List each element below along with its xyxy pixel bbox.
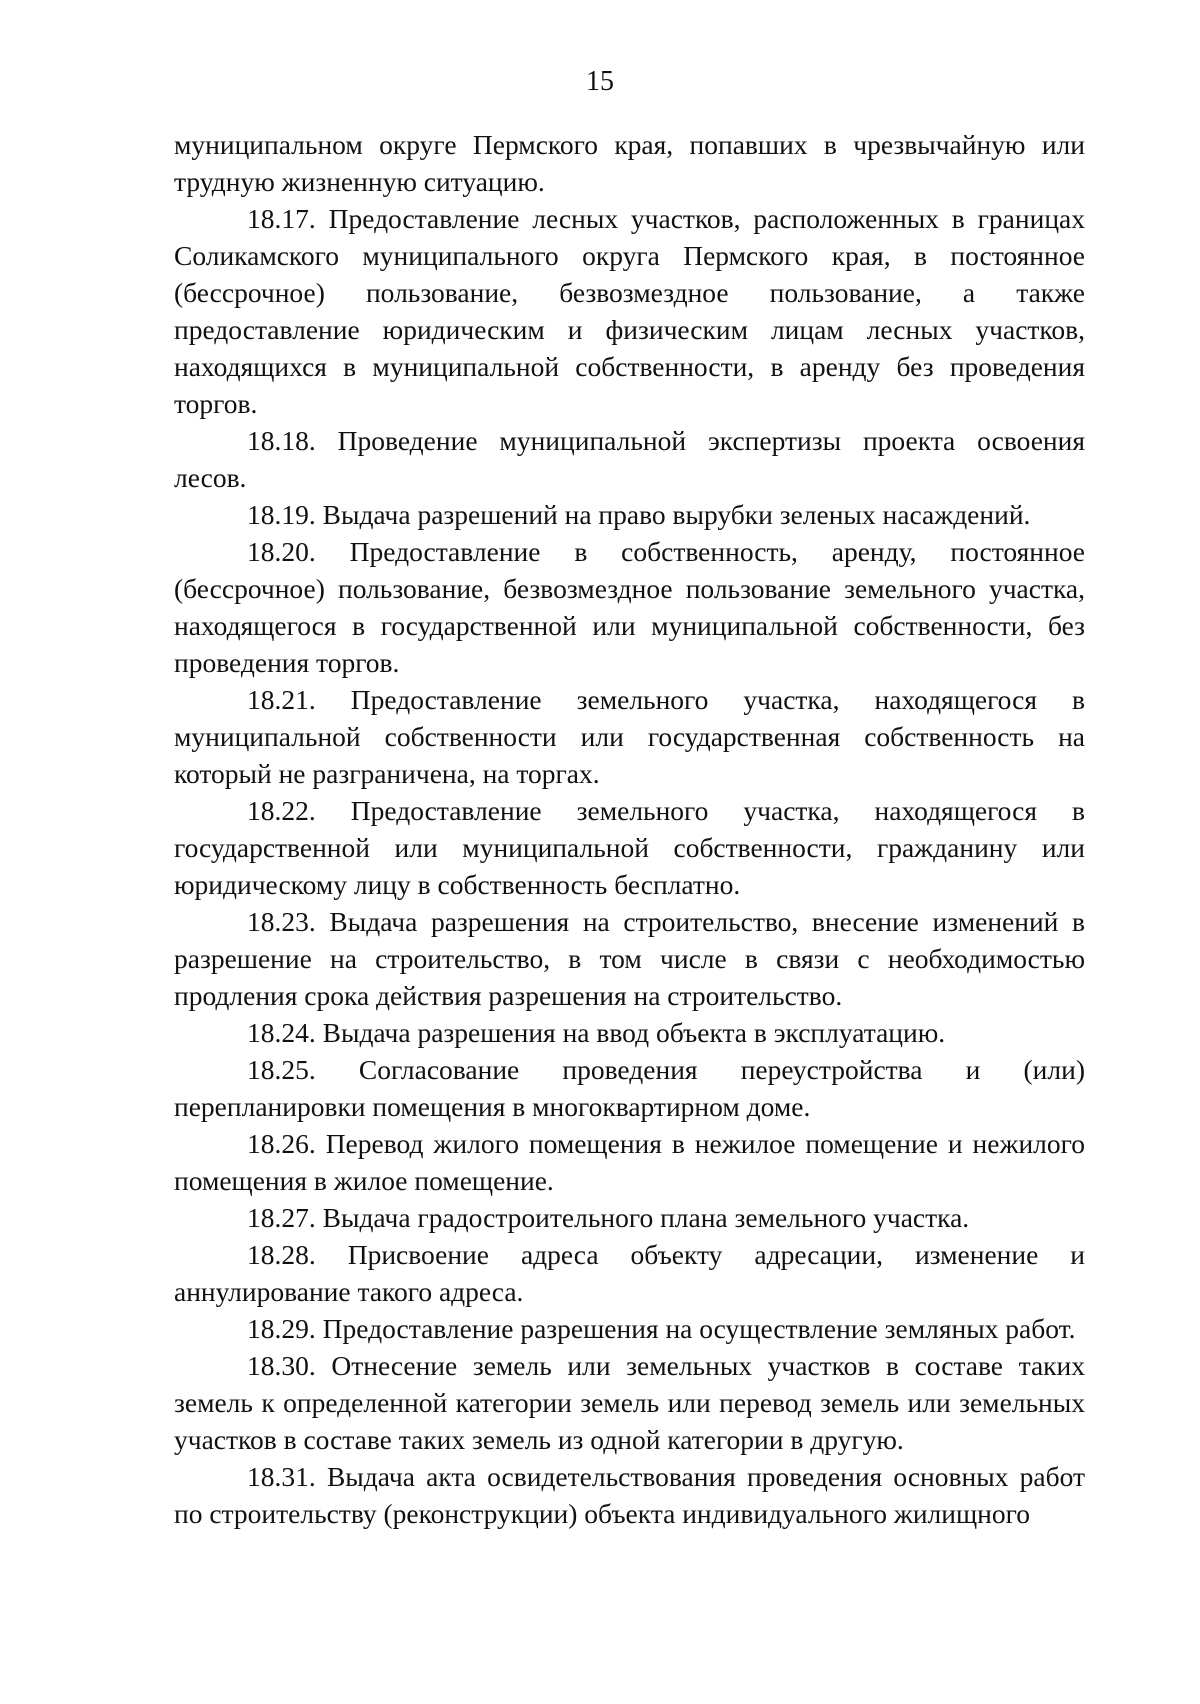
paragraph-18-26: 18.26. Перевод жилого помещения в нежилое помещение и нежилого помещения в жилое помещение. bbox=[174, 1128, 1085, 1196]
paragraph-18-28: 18.28. Присвоение адреса объекту адресации, изменение и аннулирование такого адреса. bbox=[174, 1239, 1085, 1307]
paragraph-18-22: 18.22. Предоставление земельного участка, находящегося в государственной или муниципальной собственности, гражданину или юридическому лицу в собственность бесплатно. bbox=[174, 795, 1085, 900]
paragraph-18-30: 18.30. Отнесение земель или земельных участков в составе таких земель к определенной категории земель или перевод земель или земельных участков в составе таких земель из одной категории в другую. bbox=[174, 1350, 1085, 1455]
paragraph-18-23: 18.23. Выдача разрешения на строительство, внесение изменений в разрешение на строительство, в том числе в связи с необходимостью продления срока действия разрешения на строительство. bbox=[174, 906, 1085, 1011]
paragraph-18-21: 18.21. Предоставление земельного участка, находящегося в муниципальной собственности или государственная собственность на который не разграничена, на торгах. bbox=[174, 684, 1085, 789]
paragraph-continuation: муниципальном округе Пермского края, попавших в чрезвычайную или трудную жизненную ситуацию. bbox=[174, 129, 1085, 197]
paragraph-18-25: 18.25. Согласование проведения переустройства и (или) перепланировки помещения в многоквартирном доме. bbox=[174, 1054, 1085, 1122]
paragraph-18-17: 18.17. Предоставление лесных участков, расположенных в границах Соликамского муниципального округа Пермского края, в постоянное (бессрочное) пользование, безвозмездное пользование, а также предоставление юридическим и физическим лицам лесных участков, находящихся в муниципальной собственности, в аренду без проведения торгов. bbox=[174, 203, 1085, 419]
paragraph-18-27: 18.27. Выдача градостроительного плана земельного участка. bbox=[247, 1202, 970, 1233]
paragraph-18-24: 18.24. Выдача разрешения на ввод объекта в эксплуатацию. bbox=[247, 1017, 946, 1048]
paragraph-18-31: 18.31. Выдача акта освидетельствования проведения основных работ по строительству (реконструкции) объекта индивидуального жилищного bbox=[174, 1461, 1085, 1529]
paragraph-18-20: 18.20. Предоставление в собственность, аренду, постоянное (бессрочное) пользование, безвозмездное пользование земельного участка, находящегося в государственной или муниципальной собственности, без проведения торгов. bbox=[174, 536, 1085, 678]
paragraph-18-18: 18.18. Проведение муниципальной экспертизы проекта освоения лесов. bbox=[174, 425, 1085, 493]
document-body bbox=[174, 126, 1085, 1532]
paragraph-18-29: 18.29. Предоставление разрешения на осуществление земляных работ. bbox=[247, 1313, 1076, 1344]
paragraph-18-19: 18.19. Выдача разрешений на право вырубки зеленых насаждений. bbox=[247, 499, 1031, 530]
page-number: 15 bbox=[586, 66, 614, 97]
